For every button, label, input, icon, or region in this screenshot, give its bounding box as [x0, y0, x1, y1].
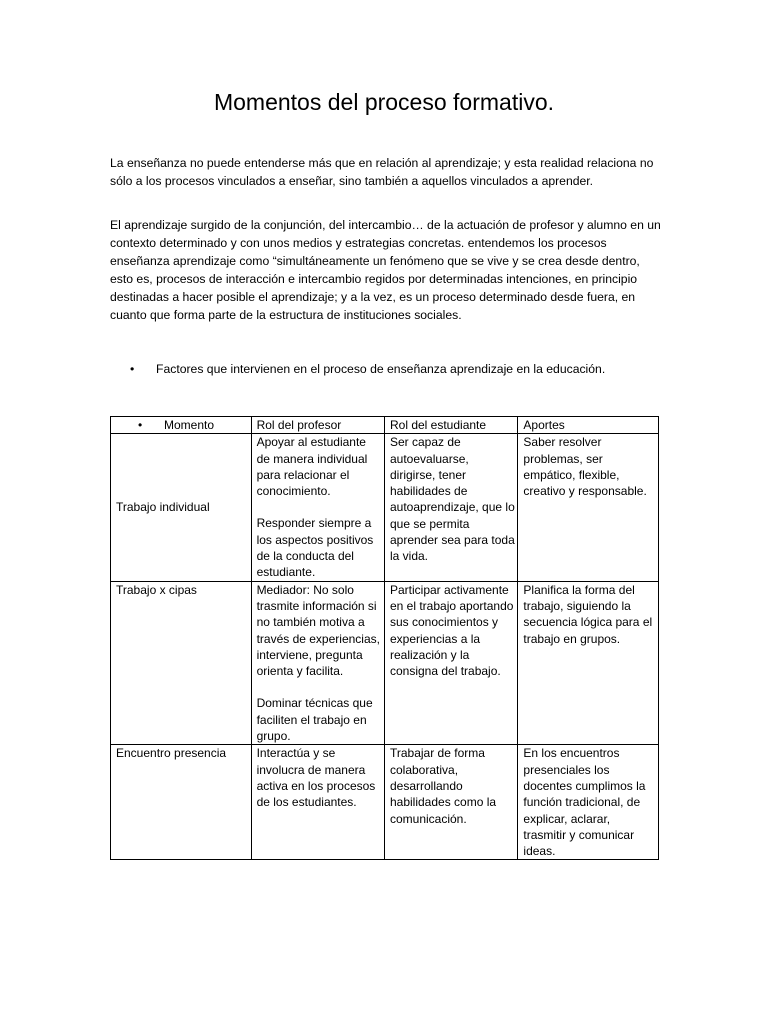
cell-momento: Encuentro presencia	[111, 745, 252, 860]
factors-table	[110, 416, 659, 860]
cell-aportes: Planifica la forma del trabajo, siguiendo la secuencia lógica para el trabajo en grupos.	[518, 581, 659, 745]
table-row	[111, 434, 659, 581]
table-row	[111, 745, 659, 860]
document-title: Momentos del proceso formativo.	[213, 89, 555, 115]
header-bullet-icon: •	[138, 418, 143, 432]
cell-rol-profesor	[251, 581, 384, 745]
intro-paragraph: La enseñanza no puede entenderse más que en relación al aprendizaje; y esta realidad relaciona no sólo a los procesos vinculados a enseñar, sino también a aquellos vinculados a aprender.	[110, 156, 654, 188]
header-momento-label: Momento	[164, 418, 215, 432]
cell-rol-estudiante: Ser capaz de autoevaluarse, dirigirse, tener habilidades de autoaprendizaje, que lo que se permita aprender sea para toda la vida.	[384, 434, 517, 581]
bullet-text: Factores que intervienen en el proceso de enseñanza aprendizaje en la educación.	[156, 362, 606, 376]
bullet-icon: •	[130, 362, 135, 376]
header-rol-profesor: Rol del profesor	[251, 417, 384, 434]
cell-aportes: Saber resolver problemas, ser empático, flexible, creativo y responsable.	[518, 434, 659, 581]
header-aportes: Aportes	[518, 417, 659, 434]
header-momento	[111, 417, 252, 434]
cell-rol-profesor: Interactúa y se involucra de manera activa en los procesos de los estudiantes.	[251, 745, 384, 860]
body-paragraph: El aprendizaje surgido de la conjunción, del intercambio… de la actuación de profesor y alumno en un contexto determinado y con unos medios y estrategias concretas. entendemos los procesos enseñanza aprendizaje como “simultáneamente un fenómeno que se vive y se crea desde dentro, esto es, procesos de interacción e intercambio regidos por determinadas intenciones, en principio destinadas a hacer posible el aprendizaje; y a la vez, es un proceso determinado desde fuera, en cuanto que forma parte de la estructura de instituciones sociales.	[110, 218, 661, 322]
cell-rol-estudiante: Trabajar de forma colaborativa, desarrollando habilidades como la comunicación.	[384, 745, 517, 860]
cell-rol-profesor-text: Dominar técnicas que faciliten el trabajo en grupo.	[256, 696, 373, 744]
cell-rol-profesor-text: Mediador: No solo trasmite información si no también motiva a través de experiencias, interviene, pregunta orienta y facilita.	[256, 582, 380, 679]
header-rol-estudiante: Rol del estudiante	[384, 417, 517, 434]
cell-rol-profesor-text: Responder siempre a los aspectos positivos de la conducta del estudiante.	[256, 516, 374, 580]
cell-rol-profesor	[251, 434, 384, 581]
table-header-row	[111, 417, 659, 434]
bullet-item	[130, 360, 670, 378]
cell-momento: Trabajo x cipas	[111, 581, 252, 745]
table-row	[111, 581, 659, 745]
cell-rol-profesor-text: Apoyar al estudiante de manera individual para relacionar el conocimiento.	[256, 435, 368, 499]
cell-momento: Trabajo individual	[111, 434, 252, 581]
cell-rol-estudiante: Participar activamente en el trabajo aportando sus conocimientos y experiencias a la realización y la consigna del trabajo.	[384, 581, 517, 745]
cell-aportes: En los encuentros presenciales los docentes cumplimos la función tradicional, de explicar, aclarar, trasmitir y comunicar ideas.	[518, 745, 659, 860]
